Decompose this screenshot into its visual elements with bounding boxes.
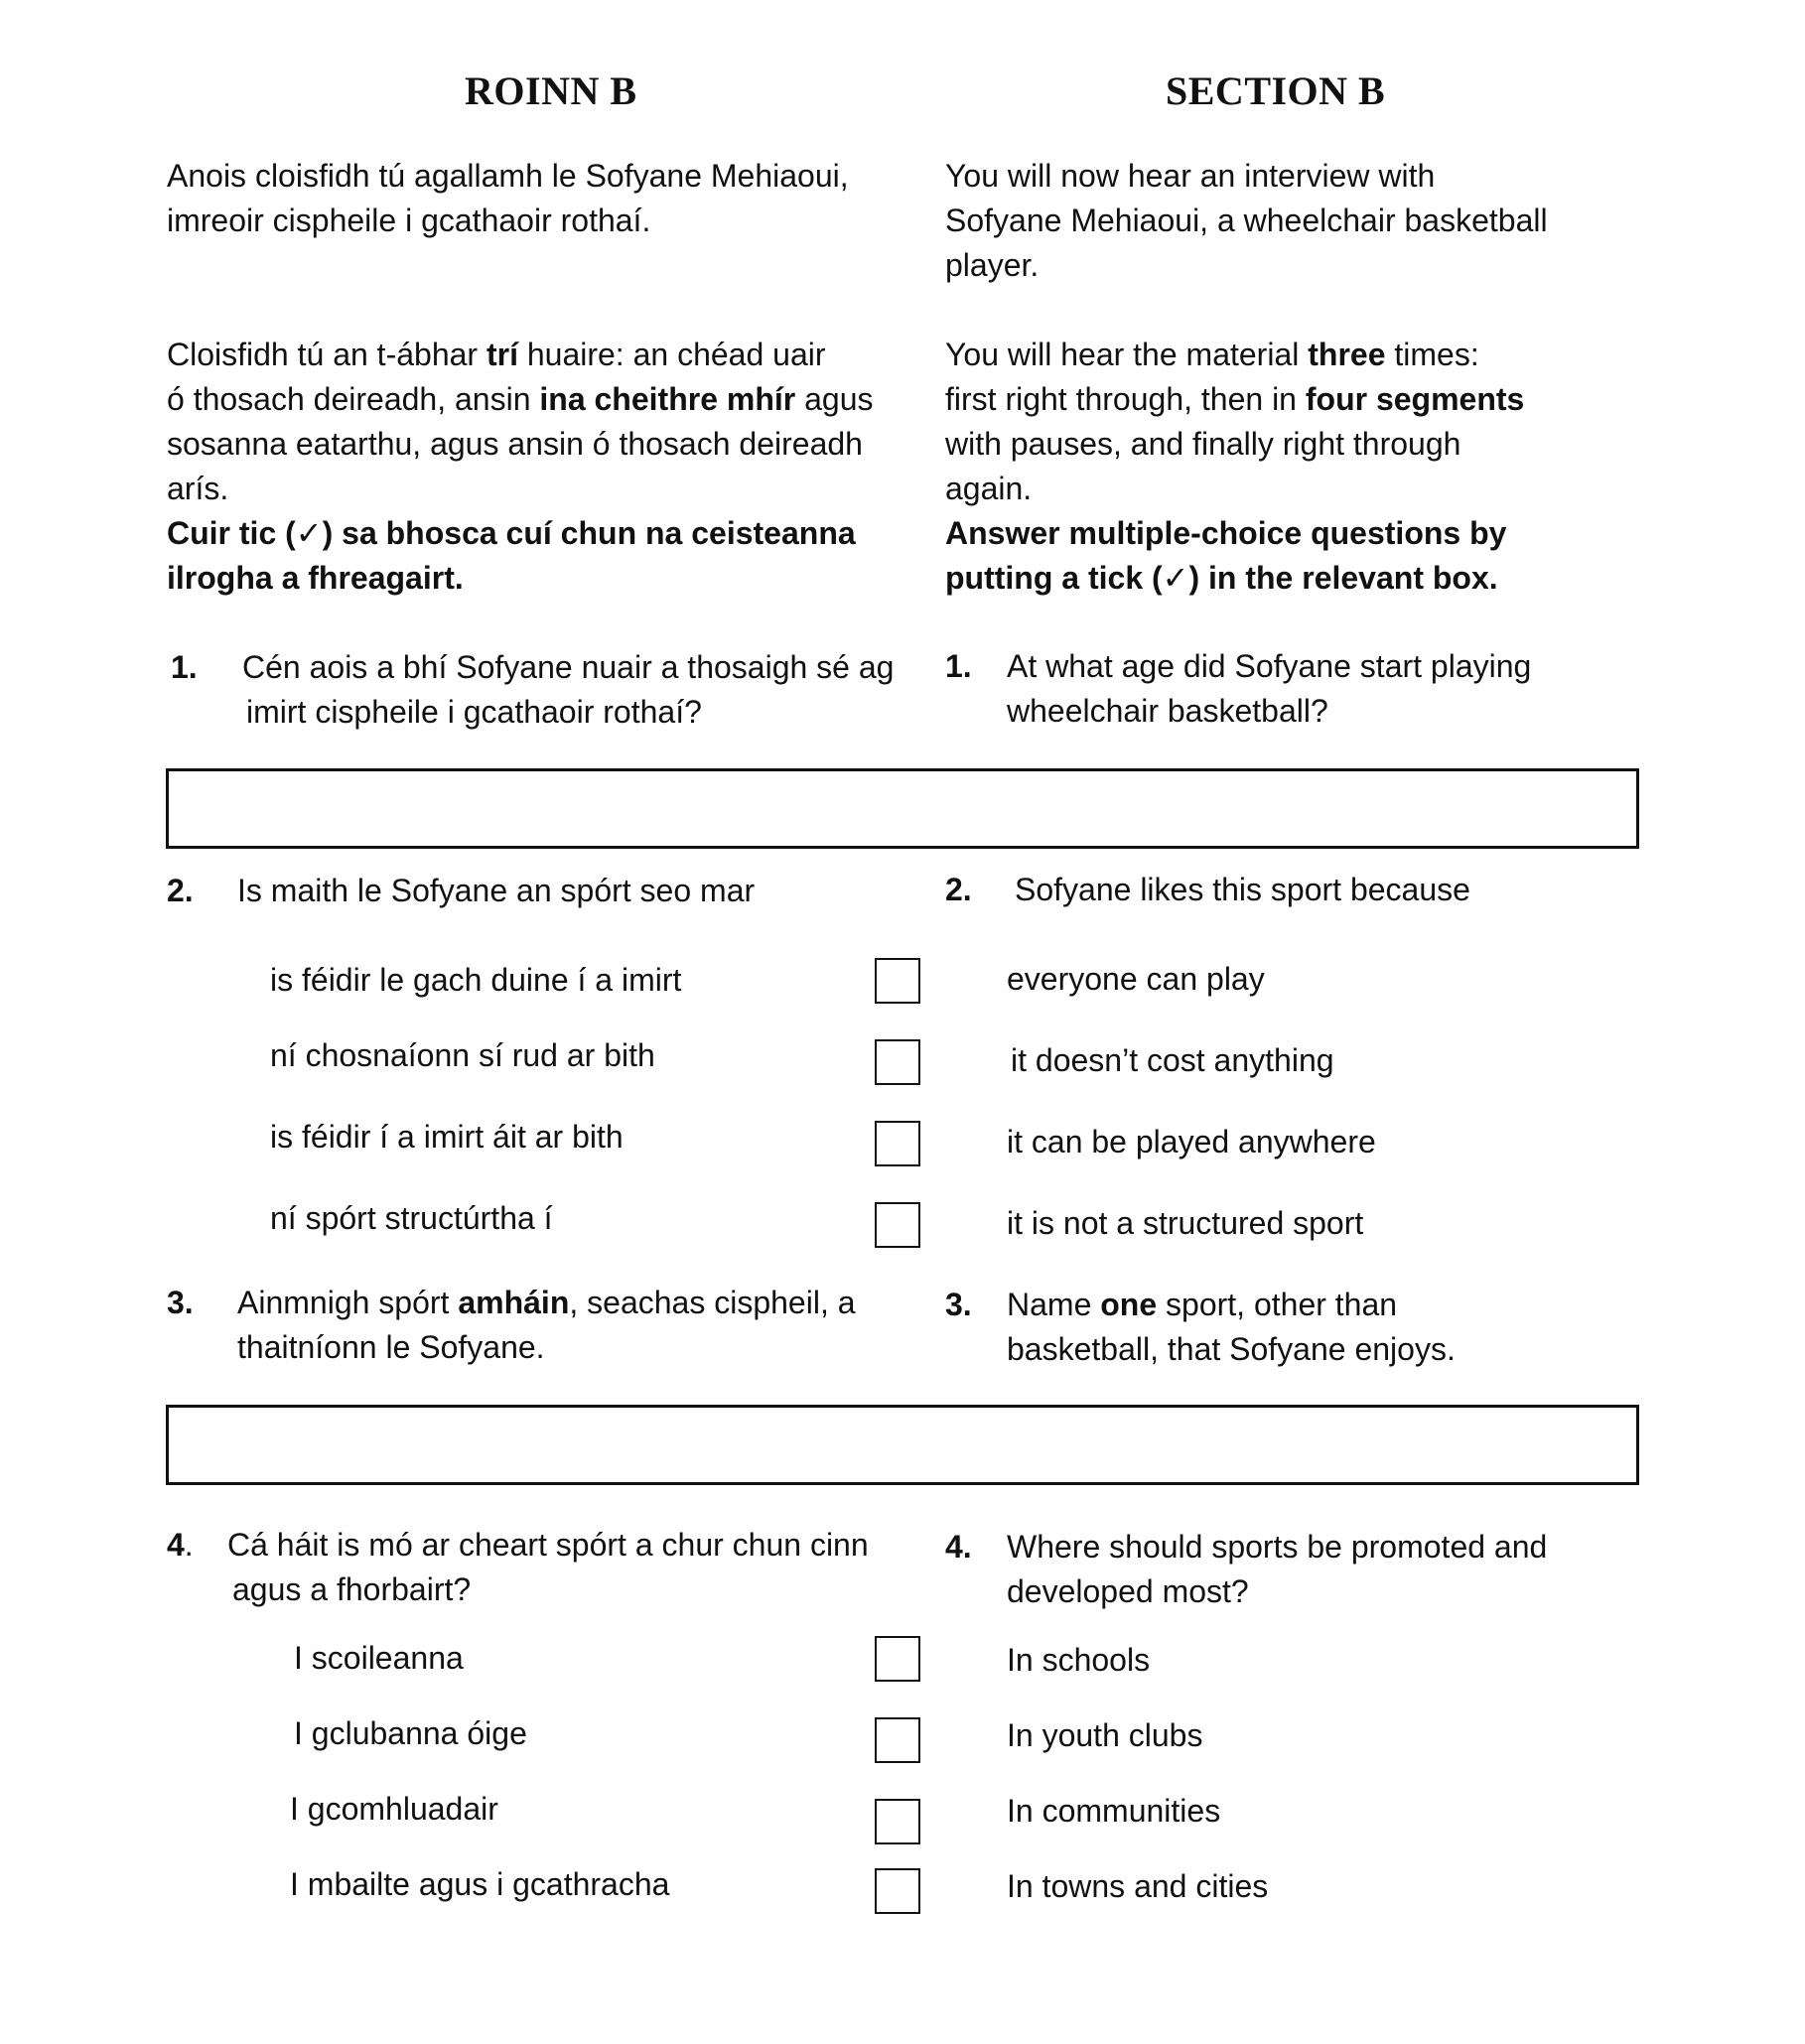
q4-checkbox[interactable] (875, 1636, 920, 1682)
q4-text-english: Where should sports be promoted and developed most? (1007, 1529, 1548, 1609)
instructions-irish: Cloisfidh tú an t-ábhar trí huaire: an chéad uair ó thosach deireadh, ansin ina cheithre mhír agus sosanna eatarthu, agus ansin ó thosach deireadh arís. Cuir tic (✓) sa bhosca cuí chun na ceisteanna ilrogha a fhreagairt. (167, 337, 874, 596)
q2-checkbox[interactable] (875, 1202, 920, 1248)
q2-option-irish: is féidir le gach duine í a imirt (270, 962, 682, 998)
q3-text-irish: Ainmnigh spórt amháin, seachas cispheil, a thaitníonn le Sofyane. (237, 1285, 856, 1365)
q2-option-irish: ní chosnaíonn sí rud ar bith (270, 1037, 655, 1073)
intro-irish: Anois cloisfidh tú agallamh le Sofyane Mehiaoui, imreoir cispheile i gcathaoir rothaí. (167, 158, 849, 238)
q2-option-english: it can be played anywhere (1007, 1124, 1376, 1159)
q2-checkbox[interactable] (875, 1121, 920, 1166)
q2-text-irish: Is maith le Sofyane an spórt seo mar (237, 873, 756, 908)
q4-number-irish: 4. (167, 1527, 194, 1563)
q4-checkbox[interactable] (875, 1799, 920, 1844)
q2-checkbox[interactable] (875, 958, 920, 1004)
q3-text-english: Name one sport, other than basketball, that Sofyane enjoys. (1007, 1287, 1456, 1367)
q2-option-english: it doesn’t cost anything (1011, 1042, 1334, 1078)
q4-option-english: In communities (1007, 1793, 1221, 1829)
q4-option-irish: I gcomhluadair (290, 1791, 498, 1827)
q1-number-english: 1. (945, 648, 972, 684)
section-header-english: SECTION B (1166, 68, 1386, 113)
q4-option-english: In youth clubs (1007, 1717, 1203, 1753)
instructions-english: You will hear the material three times: first right through, then in four segments with pauses, and finally right through again. Answer multiple-choice questions by putting a tick (✓) in the relevant box. (945, 337, 1525, 596)
q3-number-irish: 3. (167, 1285, 194, 1320)
q3-number-english: 3. (945, 1287, 972, 1322)
q4-number-english: 4. (945, 1529, 972, 1565)
q3-answer-box[interactable] (166, 1405, 1639, 1485)
q1-answer-box[interactable] (166, 768, 1639, 849)
q1-text-irish: Cén aois a bhí Sofyane nuair a thosaigh sé ag imirt cispheile i gcathaoir rothaí? (242, 649, 895, 730)
q2-checkbox[interactable] (875, 1039, 920, 1085)
q4-option-english: In schools (1007, 1642, 1151, 1678)
q4-option-irish: I gclubanna óige (294, 1715, 527, 1751)
q2-option-english: everyone can play (1007, 961, 1265, 997)
section-header-irish: ROINN B (465, 68, 637, 113)
q2-number-english: 2. (945, 872, 972, 907)
q4-option-english: In towns and cities (1007, 1868, 1269, 1904)
q2-option-english: it is not a structured sport (1007, 1205, 1364, 1241)
q2-number-irish: 2. (167, 873, 194, 908)
q4-text-irish: Cá háit is mó ar cheart spórt a chur chun cinn agus a fhorbairt? (227, 1527, 869, 1607)
q4-checkbox[interactable] (875, 1868, 920, 1914)
q1-text-english: At what age did Sofyane start playing wheelchair basketball? (1007, 648, 1532, 729)
q4-option-irish: I mbailte agus i gcathracha (290, 1866, 670, 1902)
q4-checkbox[interactable] (875, 1717, 920, 1763)
q2-option-irish: ní spórt structúrtha í (270, 1200, 553, 1236)
q2-option-irish: is féidir í a imirt áit ar bith (270, 1119, 624, 1155)
q2-text-english: Sofyane likes this sport because (1015, 872, 1470, 907)
intro-english: You will now hear an interview with Sofyane Mehiaoui, a wheelchair basketball player. (945, 158, 1548, 283)
q4-option-irish: I scoileanna (294, 1640, 464, 1676)
q1-number-irish: 1. (171, 649, 198, 685)
